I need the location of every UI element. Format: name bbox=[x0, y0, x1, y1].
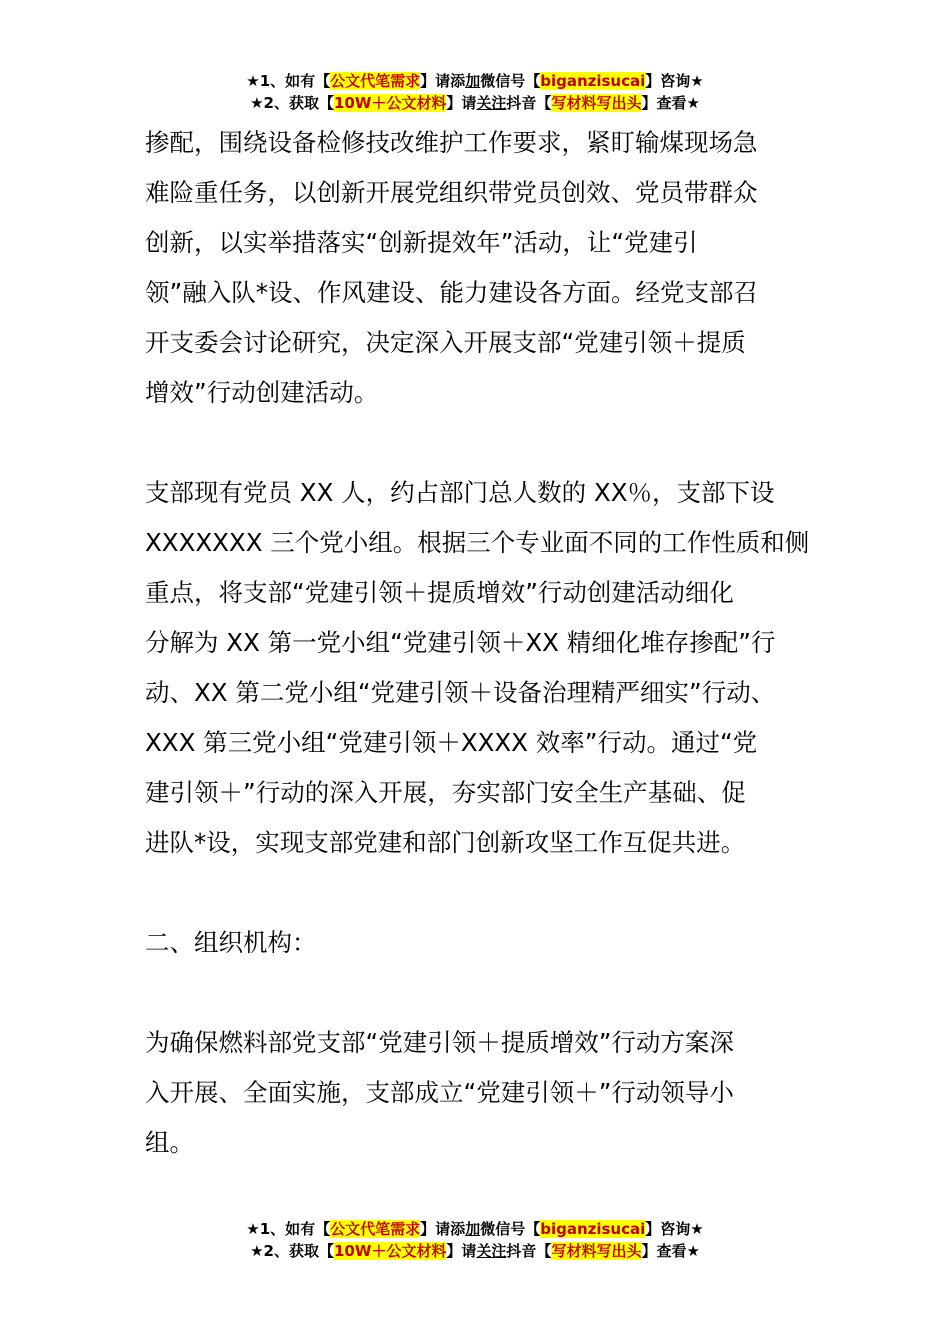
banner-underlined-text: 加 bbox=[465, 1220, 481, 1238]
paragraph-gap bbox=[145, 968, 810, 1018]
text-line: 难险重任务，以创新开展党组织带党员创效、党员带群众 bbox=[145, 178, 758, 207]
banner-text: ★1、如有【 bbox=[246, 72, 331, 90]
banner-highlight-wechat-id: biganzisucai bbox=[540, 72, 646, 90]
text-line: 支部现有党员 XX 人，约占部门总人数的 XX％，支部下设 bbox=[145, 478, 775, 507]
paragraph-gap bbox=[145, 418, 810, 468]
text-line: 组。 bbox=[145, 1128, 194, 1157]
banner-text: ★2、获取【 bbox=[250, 94, 334, 112]
text-line: 进队*设，实现支部党建和部门创新攻坚工作互促共进。 bbox=[145, 828, 746, 857]
text-line: 掺配，围绕设备检修技改维护工作要求，紧盯输煤现场急 bbox=[145, 128, 758, 157]
banner-underlined-text: 加 bbox=[465, 72, 481, 90]
section-heading bbox=[145, 918, 810, 968]
banner-underlined-text: 关注 bbox=[476, 94, 507, 112]
text-line: XXX 第三党小组“党建引领＋XXXX 效率”行动。通过“党 bbox=[145, 728, 758, 757]
banner-text: 】请添 bbox=[420, 1220, 466, 1238]
paragraph-2 bbox=[145, 468, 810, 868]
bottom-banner bbox=[0, 1218, 950, 1262]
banner-text: 抖音【 bbox=[506, 94, 552, 112]
text-line: XXXXXXX 三个党小组。根据三个专业面不同的工作性质和侧 bbox=[145, 528, 810, 557]
paragraph-1 bbox=[145, 118, 810, 418]
text-line: 入开展、全面实施，支部成立“党建引领＋”行动领导小 bbox=[145, 1078, 734, 1107]
banner-underlined-text: 关注 bbox=[476, 1242, 507, 1260]
banner-line-2 bbox=[0, 92, 950, 114]
banner-highlight-douyin: 写材料写出头 bbox=[551, 94, 642, 112]
banner-text: ★1、如有【 bbox=[246, 1220, 331, 1238]
banner-text: 微信号【 bbox=[480, 1220, 541, 1238]
text-line: 领”融入队*设、作风建设、能力建设各方面。经党支部召 bbox=[145, 278, 758, 307]
banner-highlight-materials: 10W＋公文材料 bbox=[333, 1242, 447, 1260]
banner-line-1 bbox=[0, 70, 950, 92]
top-banner bbox=[0, 70, 950, 114]
text-line: 创新，以实举措落实“创新提效年”活动，让“党建引 bbox=[145, 228, 698, 257]
banner-highlight-service: 公文代笔需求 bbox=[330, 72, 421, 90]
text-line: 分解为 XX 第一党小组“党建引领＋XX 精细化堆存掺配”行 bbox=[145, 628, 776, 657]
banner-text: 】请 bbox=[446, 94, 477, 112]
text-line: 增效”行动创建活动。 bbox=[145, 378, 379, 407]
banner-text: ★2、获取【 bbox=[250, 1242, 334, 1260]
banner-text: 】查看★ bbox=[641, 94, 700, 112]
banner-text: 】请添 bbox=[420, 72, 466, 90]
banner-text: 】请 bbox=[446, 1242, 477, 1260]
text-line: 动、XX 第二党小组“党建引领＋设备治理精严细实”行动、 bbox=[145, 678, 776, 707]
banner-text: 】咨询★ bbox=[645, 1220, 704, 1238]
banner-line-1 bbox=[0, 1218, 950, 1240]
banner-highlight-douyin: 写材料写出头 bbox=[551, 1242, 642, 1260]
banner-text: 】咨询★ bbox=[645, 72, 704, 90]
paragraph-gap bbox=[145, 868, 810, 918]
text-line: 建引领＋”行动的深入开展，夯实部门安全生产基础、促 bbox=[145, 778, 746, 807]
banner-highlight-service: 公文代笔需求 bbox=[330, 1220, 421, 1238]
text-line: 为确保燃料部党支部“党建引领＋提质增效”行动方案深 bbox=[145, 1028, 734, 1057]
heading-organization: 二、组织机构： bbox=[145, 928, 317, 957]
banner-line-2 bbox=[0, 1240, 950, 1262]
banner-text: 】查看★ bbox=[641, 1242, 700, 1260]
text-line: 开支委会讨论研究，决定深入开展支部“党建引领＋提质 bbox=[145, 328, 746, 357]
paragraph-3 bbox=[145, 1018, 810, 1168]
banner-text: 微信号【 bbox=[480, 72, 541, 90]
document-body bbox=[145, 118, 810, 1168]
banner-highlight-wechat-id: biganzisucai bbox=[540, 1220, 646, 1238]
banner-text: 抖音【 bbox=[506, 1242, 552, 1260]
text-line: 重点，将支部“党建引领＋提质增效”行动创建活动细化 bbox=[145, 578, 734, 607]
banner-highlight-materials: 10W＋公文材料 bbox=[333, 94, 447, 112]
